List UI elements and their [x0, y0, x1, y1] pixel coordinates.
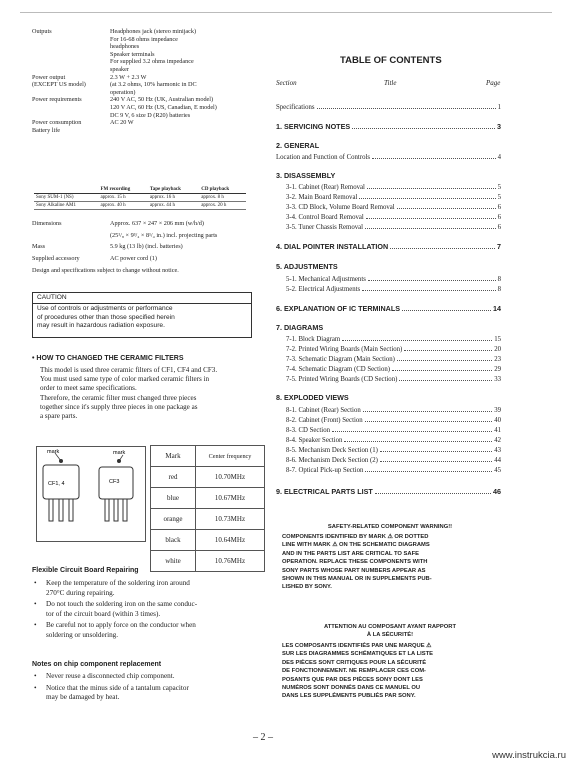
toc-entry [276, 191, 501, 201]
spec-value: 120 V AC, 60 Hz (US, Canadian, E model) [110, 104, 217, 111]
battery-cell: approx. 20 h [199, 202, 246, 210]
ceramic-filter-icon [37, 447, 145, 541]
spec-value: For 16-68 ohms impedance [110, 35, 178, 43]
toc-page: 39 [494, 407, 501, 414]
toc-label: 8-1. Cabinet (Rear) Section [286, 407, 361, 414]
ceramic-paragraph [40, 366, 270, 421]
toc-label: 3-2. Main Board Removal [286, 194, 358, 201]
warning-fr-line: POSANTS QUE PAR DES PIÈCES SONY DONT LES [282, 676, 423, 683]
battery-header: Tape playback [148, 186, 199, 194]
bullet-line: Never reuse a disconnected chip component. [46, 672, 175, 680]
spec-value: 5.9 kg (13 lb) (incl. batteries) [110, 243, 183, 250]
toc-page: 20 [494, 346, 501, 353]
toc-col-section: Section [276, 79, 297, 87]
toc-entry [276, 181, 501, 191]
spec-value: DC 9 V, 6 size D (R20) batteries [110, 111, 191, 119]
spec-key: Power consumption [32, 119, 82, 127]
toc-page: 14 [493, 304, 501, 313]
toc-page: 15 [494, 336, 501, 343]
toc-page: 33 [494, 376, 501, 383]
toc-leader [397, 208, 496, 209]
toc-leader [317, 108, 496, 109]
warning-fr-line: NUMÉROS SONT DONNÉS DANS CE MANUEL OU [282, 685, 421, 692]
spec-value: headphones [110, 43, 140, 51]
toc-leader [366, 218, 496, 219]
warning-fr-line: DES PIÈCES SONT CRITIQUES POUR LA SÉCURITÉ [282, 659, 427, 666]
toc-leader [332, 431, 492, 432]
toc-heading: 8. EXPLODED VIEWS [276, 393, 349, 402]
toc-label: 5-2. Electrical Adjustments [286, 286, 361, 293]
warning-en-line: OPERATION. REPLACE THESE COMPONENTS WITH [282, 559, 428, 566]
bullet-line: tor of the circuit board (within 3 times). [46, 609, 161, 618]
toc-page: 45 [494, 467, 501, 474]
toc-entry [276, 434, 501, 444]
toc-leader [367, 188, 496, 189]
toc-leader [359, 198, 495, 199]
spec-value: speaker [110, 66, 129, 73]
toc-leader [390, 248, 495, 249]
spec-key: Dimensions [32, 220, 62, 227]
bullet-line: Notice that the minus side of a tantalum capacitor [46, 683, 189, 692]
spec-key: Outputs [32, 28, 52, 35]
toc-page: 6 [497, 214, 501, 221]
toc-leader [404, 350, 492, 351]
toc-entry [276, 454, 501, 464]
battery-cell: approx. 40 h [98, 202, 147, 210]
toc-label: 7-1. Block Diagram [286, 336, 341, 343]
top-rule [20, 12, 552, 13]
spec-value: (at 3.2 ohms, 10% harmonic in DC [110, 81, 197, 89]
toc-page: 5 [497, 184, 501, 191]
toc-label: 3-5. Tuner Chassis Removal [286, 224, 364, 231]
toc-page: 8 [497, 286, 501, 293]
warning-en-line: SHOWN IN THIS MANUAL OR IN SUPPLEMENTS PUB- [282, 576, 432, 583]
caution-line: may result in hazardous radiation exposure. [37, 322, 165, 330]
filter-frequency: 10.70MHz [196, 467, 265, 488]
bullet-dot: • [34, 579, 37, 587]
warning-en-line: SONY PARTS WHOSE PART NUMBERS APPEAR AS [282, 567, 426, 574]
bullet-dot: • [34, 600, 37, 609]
ceramic-line: This model is used three ceramic filters of CF1, CF4 and CF3. [40, 366, 218, 374]
toc-label: 3-1. Cabinet (Rear) Removal [286, 184, 365, 191]
toc-entry [276, 363, 501, 373]
filter-frequency: 10.67MHz [196, 488, 265, 509]
toc-label: 4. DIAL POINTER INSTALLATION [276, 242, 389, 251]
bullet-dot: • [34, 621, 37, 630]
caution-title: CAUTION [33, 293, 251, 304]
toc-entry [276, 373, 501, 383]
bullet-item [34, 684, 270, 703]
toc-label: 3-4. Control Board Removal [286, 214, 364, 221]
toc-entry [276, 201, 501, 211]
ceramic-line: a spare parts. [40, 412, 78, 421]
watermark-url: www.instrukcia.ru [492, 750, 566, 761]
warning-en-line: LINE WITH MARK ⚠ ON THE SCHEMATIC DIAGRAMS [282, 542, 430, 549]
toc-page: 4 [497, 154, 501, 161]
spec-row [32, 220, 272, 228]
filter-col-frequency: Center frequency [196, 446, 265, 467]
spec-row [32, 232, 272, 240]
toc-label: 8-3. CD Section [286, 427, 330, 434]
caution-text [33, 304, 251, 332]
filter-mark: white [151, 551, 196, 572]
toc-label: 8-4. Speaker Section [286, 437, 343, 444]
warning-fr-line: SUR LES DIAGRAMMES SCHÉMATIQUES ET LA LISTE [282, 651, 434, 658]
toc-leader [363, 411, 492, 412]
toc-col-page: Page [486, 79, 501, 87]
battery-header: CD playback [199, 186, 246, 194]
spec-value: 2.3 W + 2.3 W [110, 73, 147, 81]
toc-entry [276, 273, 501, 283]
spec-value: Approx. 637 × 247 × 206 mm (w/h/d) [110, 220, 204, 227]
toc-leader [368, 280, 496, 281]
spec-key: Supplied accessory [32, 254, 80, 262]
toc-entry [276, 221, 501, 231]
toc-entry [276, 101, 501, 111]
toc-leader [375, 493, 491, 494]
bullet-line: 270°C during repairing. [46, 588, 115, 597]
filter-frequency: 10.64MHz [196, 530, 265, 551]
toc-leader [380, 461, 492, 462]
filter-mark: red [151, 467, 196, 488]
battery-life-table [34, 186, 246, 210]
filter-col-mark: Mark [151, 446, 196, 467]
spec-value: operation) [110, 88, 136, 96]
battery-cell: approx. 15 h [98, 194, 147, 202]
warning-fr-title-2: À LA SÉCURITÉ! [366, 632, 414, 638]
ceramic-line: order to meet same specifications. [40, 384, 137, 393]
ceramic-filter-table [150, 445, 265, 572]
toc-entry [276, 121, 501, 131]
bullet-item [34, 621, 270, 640]
toc-leader [392, 370, 492, 371]
filter-frequency: 10.76MHz [196, 551, 265, 572]
caution-box [32, 292, 252, 338]
ceramic-line: Therefore, the ceramic filter must changed three pieces [40, 393, 197, 402]
toc-heading: 7. DIAGRAMS [276, 323, 324, 332]
bullet-item [34, 672, 270, 682]
toc-label: 8-2. Cabinet (Front) Section [286, 417, 363, 424]
toc-col-title: Title [384, 79, 397, 87]
toc-page: 8 [497, 276, 501, 283]
toc-label: 8-7. Optical Pick-up Section [286, 467, 364, 474]
toc-page: 6 [497, 224, 501, 231]
filter-row [151, 509, 265, 530]
bullet-line: Do not touch the soldering iron on the same conduc- [46, 600, 198, 609]
toc-heading: 5. ADJUSTMENTS [276, 262, 338, 271]
bullet-text [46, 600, 266, 619]
toc-leader [362, 290, 495, 291]
warning-fr-title-1: ATTENTION AU COMPOSANT AYANT RAPPORT [323, 624, 457, 630]
illus-mark-1: mark [47, 449, 60, 455]
page-number: – 2 – [253, 732, 273, 743]
caution-line: Use of controls or adjustments or performance [37, 305, 173, 312]
spec-row [32, 127, 272, 135]
bullet-line: Be careful not to apply force on the conductor when [46, 621, 196, 630]
toc-label: 7-3. Schematic Diagram (Main Section) [286, 356, 395, 363]
filter-row [151, 467, 265, 488]
ceramic-heading: • HOW TO CHANGED THE CERAMIC FILTERS [32, 355, 184, 362]
toc-entry [276, 333, 501, 343]
warning-en-line: AND IN THE PARTS LIST ARE CRITICAL TO SAFE [282, 550, 419, 557]
toc-entry [276, 151, 501, 161]
toc-leader [380, 451, 492, 452]
toc-page: 42 [494, 437, 501, 444]
battery-row [34, 202, 246, 210]
toc-label: 5-1. Mechanical Adjustments [286, 276, 366, 283]
toc-title: TABLE OF CONTENTS [340, 55, 442, 66]
toc-entry [276, 486, 501, 496]
toc-entry [276, 303, 501, 313]
toc-leader [402, 310, 491, 311]
toc-leader [342, 340, 492, 341]
spec-key: Power requirements [32, 96, 82, 104]
spec-row [32, 255, 272, 263]
battery-cell: Sony SUM-1 (NS) [34, 194, 98, 202]
bullet-text [46, 672, 266, 682]
toc-heading: 2. GENERAL [276, 141, 320, 150]
toc-page: 41 [494, 427, 501, 434]
spec-row [32, 243, 272, 251]
toc-label: 7-5. Printed Wiring Boards (CD Section) [286, 376, 398, 383]
bullet-dot: • [34, 672, 37, 680]
toc-label: Specifications [276, 104, 315, 111]
toc-label: 8-5. Mechanism Deck Section (1) [286, 447, 378, 454]
toc-page: 40 [494, 417, 501, 424]
toc-label: 8-6. Mechanism Deck Section (2) [286, 457, 378, 464]
toc-entry [276, 464, 501, 474]
warning-fr-line: LES COMPOSANTS IDENTIFIÉS PAR UNE MARQUE ⚠ [282, 643, 432, 649]
bullet-text [46, 621, 266, 640]
toc-entry [276, 241, 501, 251]
bullet-line: Keep the temperature of the soldering iron around [46, 579, 190, 587]
toc-entry [276, 353, 501, 363]
battery-header [34, 186, 98, 194]
toc-entry [276, 444, 501, 454]
spec-value: 240 V AC, 50 Hz (UK, Australian model) [110, 96, 214, 104]
toc-leader [397, 360, 492, 361]
spec-key: Power output [32, 73, 66, 81]
toc-label: 6. EXPLANATION OF IC TERMINALS [276, 304, 401, 313]
filter-mark: orange [151, 509, 196, 530]
warning-en-line: COMPONENTS IDENTIFIED BY MARK ⚠ OR DOTTED [282, 534, 429, 540]
toc-entry [276, 424, 501, 434]
toc-label: 3-3. CD Block, Volume Board Removal [286, 204, 395, 211]
toc-entry [276, 283, 501, 293]
toc-label: 7-2. Printed Wiring Boards (Main Section) [286, 346, 403, 353]
toc-leader [365, 421, 493, 422]
spec-value: Headphones jack (stereo minijack) [110, 28, 197, 35]
toc-page: 43 [494, 447, 501, 454]
toc-page: 7 [497, 242, 501, 251]
warning-en-text [282, 533, 498, 592]
illus-mark-2: mark [113, 450, 126, 456]
illus-cf14: CF1, 4 [48, 481, 65, 487]
toc-heading: 3. DISASSEMBLY [276, 171, 336, 180]
toc-leader [372, 158, 496, 159]
ceramic-line: together since it's supply three pieces in one package as [40, 402, 198, 411]
spec-value: Speaker terminals [110, 50, 155, 58]
toc-page: 44 [494, 457, 501, 464]
battery-cell: approx. 16 h [148, 194, 199, 202]
warning-fr-line: DANS LES SUPPLÉMENTS PUBLIÉS PAR SONY. [282, 693, 416, 700]
bullet-dot: • [34, 683, 37, 692]
filter-row [151, 530, 265, 551]
filter-row [151, 488, 265, 509]
spec-value: (25¹/₈ × 9³/₄ × 8¹/₄ in.) incl. projecting parts [110, 231, 218, 239]
flex-heading: Flexible Circuit Board Repairing [32, 567, 139, 574]
illus-cf3: CF3 [109, 479, 120, 485]
toc-label: Location and Function of Controls [276, 154, 371, 161]
toc-entry [276, 414, 501, 424]
toc-leader [352, 128, 495, 129]
ceramic-filter-illustration [36, 446, 146, 542]
bullet-item [34, 600, 270, 619]
caution-line: of procedures other than those specified herein [37, 313, 175, 321]
filter-row [151, 551, 265, 572]
bullet-line: soldering or unsoldering. [46, 630, 119, 639]
battery-header: FM recording [98, 186, 147, 194]
warning-en-title: SAFETY-RELATED COMPONENT WARNING!! [327, 524, 453, 530]
spec-value: AC 20 W [110, 119, 134, 127]
toc-label: 1. SERVICING NOTES [276, 122, 351, 131]
warning-fr-text [282, 642, 498, 701]
toc-entry [276, 343, 501, 353]
toc-page: 1 [497, 104, 501, 111]
toc-leader [365, 228, 496, 229]
warning-en-line: LISHED BY SONY. [282, 584, 332, 591]
warning-fr-line: DE FONCTIONNEMENT. NE REMPLACER CES COM- [282, 668, 426, 675]
battery-cell: approx. 44 h [148, 202, 199, 210]
spec-key: Battery life [32, 126, 61, 134]
bullet-text [46, 579, 266, 598]
bullet-item [34, 579, 270, 598]
ceramic-line: You must used same type of color marked ceramic filters in [40, 375, 210, 384]
spec-note: Design and specifications subject to change without notice. [32, 267, 179, 274]
toc-entry [276, 211, 501, 221]
toc-page: 29 [494, 366, 501, 373]
filter-frequency: 10.73MHz [196, 509, 265, 530]
toc-leader [365, 471, 492, 472]
spec-value: AC power cord (1) [110, 254, 157, 262]
spec-key: Mass [32, 243, 46, 250]
battery-row [34, 194, 246, 202]
spec-value: For supplied 3.2 ohms impedance [110, 58, 194, 66]
bullet-text [46, 684, 266, 703]
chip-heading: Notes on chip component replacement [32, 661, 162, 668]
toc-leader [344, 441, 492, 442]
toc-page: 46 [493, 487, 501, 496]
spec-key: (EXCEPT US model) [32, 81, 86, 89]
toc-label: 7-4. Schematic Diagram (CD Section) [286, 366, 391, 373]
toc-entry [276, 404, 501, 414]
battery-cell: approx. 8 h [199, 194, 246, 202]
toc-leader [399, 380, 492, 381]
filter-mark: blue [151, 488, 196, 509]
bullet-line: may be damaged by heat. [46, 693, 120, 702]
filter-mark: black [151, 530, 196, 551]
toc-page: 5 [497, 194, 501, 201]
toc-page: 6 [497, 204, 501, 211]
toc-page: 3 [497, 122, 501, 131]
toc-page: 23 [494, 356, 501, 363]
toc-label: 9. ELECTRICAL PARTS LIST [276, 487, 373, 496]
battery-cell: Sony Alkaline AM1 [34, 202, 98, 210]
